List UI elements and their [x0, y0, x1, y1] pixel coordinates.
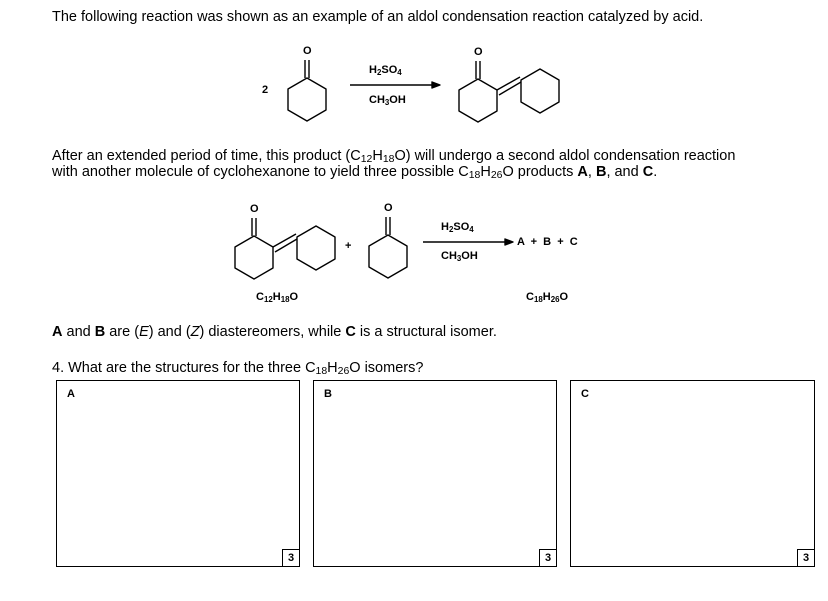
intro-text: The following reaction was shown as an example of an aldol condensation reaction catalyzed by acid.: [52, 9, 704, 25]
reagent-sulfuric-acid: $H_2SO_4$: [369, 64, 402, 77]
plus-sign: +: [345, 240, 352, 252]
points-badge: 3: [282, 549, 299, 566]
enone-ring-ketone: [235, 236, 273, 279]
formula-c12h18o: $C_{12}H_{18}O$: [256, 291, 299, 304]
points-badge: 3: [797, 549, 814, 566]
oxygen-atom-label: O: [384, 202, 393, 214]
oxygen-atom-label: O: [474, 46, 483, 58]
question-4: 4. What are the structures for the three $C_{18}H_{26}O$ isomers?: [52, 360, 424, 377]
answer-box-c[interactable]: [570, 380, 815, 567]
reagent-sulfuric-acid: $H_2SO_4$: [441, 221, 474, 234]
answer-box-label: B: [324, 388, 332, 400]
answer-box-label: A: [67, 388, 75, 400]
stoichiometric-coefficient: 2: [262, 84, 269, 96]
answer-box-a[interactable]: [56, 380, 300, 567]
reagent-methanol: $CH_3OH$: [441, 250, 478, 263]
exocyclic-double-bond: [273, 234, 296, 247]
exocyclic-double-bond: [275, 239, 297, 252]
paragraph-line-1: After an extended period of time, this product $(C_{12}H_{18}O)$ will undergo a second aldol condensation reaction: [52, 148, 736, 165]
oxygen-atom-label: O: [250, 203, 259, 215]
isomer-statement: A and B are (E) and (Z) diastereomers, while C is a structural isomer.: [52, 324, 497, 340]
paragraph-line-2: with another molecule of cyclohexanone to yield three possible $C_{18}H_{26}O$ products A, B, and C.: [52, 164, 658, 181]
arrow-head: [505, 239, 513, 245]
oxygen-atom-label: O: [303, 45, 312, 57]
answer-box-b[interactable]: [313, 380, 557, 567]
points-badge: 3: [539, 549, 556, 566]
cyclohexanone-ring: [369, 235, 407, 278]
formula-c18h26o: $C_{18}H_{26}O$: [526, 291, 569, 304]
enone-ring-cyclohexylidene: [297, 226, 335, 270]
products-label: A + B + C: [517, 236, 578, 248]
answer-box-label: C: [581, 388, 589, 400]
reagent-methanol: $CH_3OH$: [369, 94, 406, 107]
